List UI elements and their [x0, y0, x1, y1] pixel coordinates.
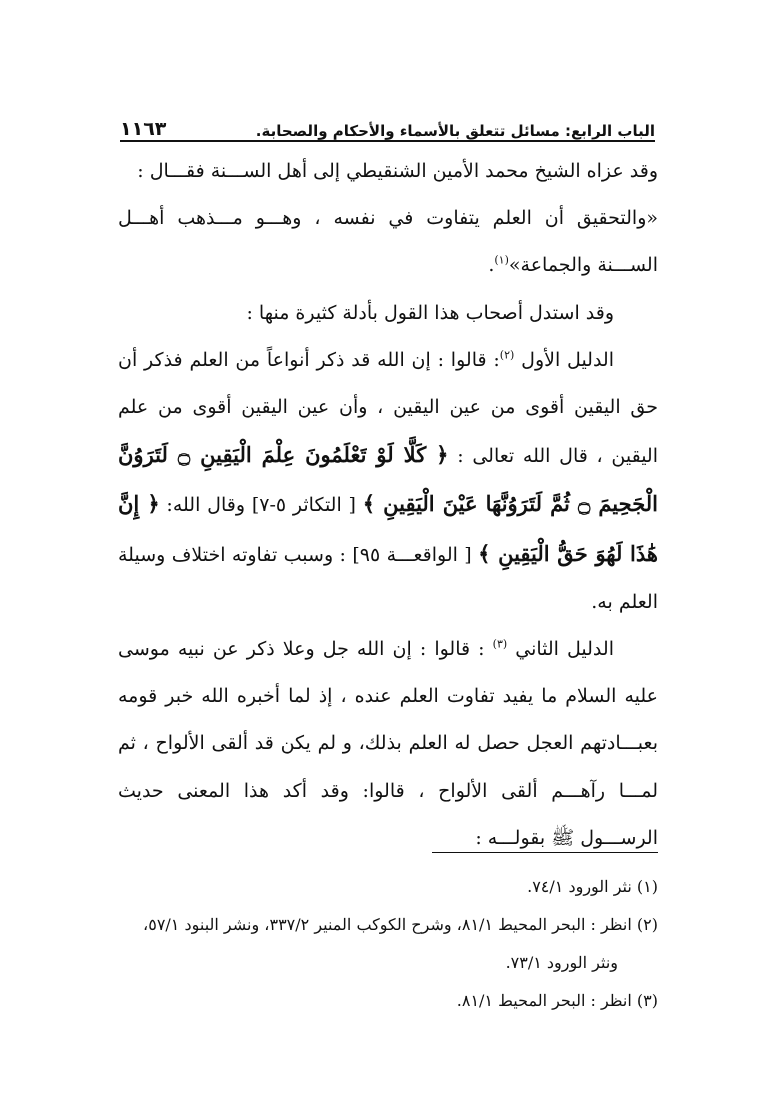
- main-text: [118, 148, 658, 862]
- paragraph-first-evidence: الدليل الأول $^{(٢)}$: قالوا : إن الله قد ذكر أنواعاً من العلم فذكر أن حق اليقين أقوى من عين اليقين ، وأن عين اليقين أقوى من علم اليقين ، قال الله تعالى : ﴿ كَلَّا لَوْ تَعْلَمُونَ عِلْمَ الْيَقِينِ ۝ لَتَرَوُنَّ الْجَحِيمَ ۝ ثُمَّ لَتَرَوُنَّهَا عَيْنَ الْيَقِينِ ﴾ [ التكاثر ٥-٧] وقال الله: ﴿ إِنَّ هَٰذَا لَهُوَ حَقُّ الْيَقِينِ ﴾ [ الواقعـــة ٩٥] : وسبب تفاوته اختلاف وسيلة العلم به.: [118, 348, 658, 613]
- paragraph-attribution: وقد عزاه الشيخ محمد الأمين الشنقيطي إلى أهل الســـنة فقـــال :: [137, 160, 658, 182]
- footnote-marker-1[interactable]: (١): [494, 254, 509, 268]
- header-divider: [120, 140, 655, 142]
- page-number: ١١٦٣: [120, 118, 167, 140]
- paragraph-evidence-intro: وقد استدل أصحاب هذا القول بأدلة كثيرة منها :: [246, 301, 614, 324]
- first-evidence-heading: الدليل الأول: [521, 348, 615, 371]
- quran-verse-waqiah: ﴿ إِنَّ هَٰذَا لَهُوَ حَقُّ الْيَقِينِ ﴾: [118, 491, 658, 566]
- footnote-2: (٢) انظر : البحر المحيط ٨١/١، وشرح الكوكب المنير ٣٣٧/٢، ونشر البنود ٥٧/١،: [143, 915, 658, 934]
- footnotes: [118, 868, 658, 1020]
- chapter-title: الباب الرابع: مسائل تتعلق بالأسماء والأحكام والصحابة.: [255, 122, 655, 140]
- quran-verse-takathur: ﴿ كَلَّا لَوْ تَعْلَمُونَ عِلْمَ الْيَقِينِ ۝ لَتَرَوُنَّ الْجَحِيمَ ۝ ثُمَّ لَتَرَوُنَّهَا عَيْنَ الْيَقِينِ ﴾: [118, 442, 658, 517]
- footnote-1: (١) نثر الورود ٧٤/١.: [527, 877, 658, 896]
- quote-text: «والتحقيق أن العلم يتفاوت في نفسه ، وهـــو مـــذهب أهـــل الســـنة والجماعة»: [118, 207, 658, 277]
- footnote-3: (٣) انظر : البحر المحيط ٨١/١.: [456, 991, 658, 1010]
- paragraph-second-evidence: الدليل الثاني $^{(٣)}$ : قالوا : إن الله جل وعلا ذكر عن نبيه موسى عليه السلام ما يفيد تفاوت العلم عنده ، إذ لما أخبره الله خبر قومه بعبـــادتهم العجل حصل له العلم بذلك، و لم يكن قد ألقى الألواح ، ثم لمـــا رآهـــم ألقى الألواح ، قالوا: وقد أكد هذا المعنى حديث الرســـول ﷺ بقولـــه :: [118, 637, 658, 849]
- footnote-2-continued: ونثر الورود ٧٣/١.: [505, 953, 618, 972]
- footnote-marker-3[interactable]: (٣): [492, 637, 508, 651]
- paragraph-quote: «والتحقيق أن العلم يتفاوت في نفسه ، وهـــو مـــذهب أهـــل الســـنة والجماعة»$^{(١)}$.: [118, 207, 658, 277]
- footnote-marker-2[interactable]: (٢): [499, 348, 515, 362]
- verse-reference-takathur: [ التكاثر ٥-٧]: [251, 494, 356, 517]
- running-header: [120, 112, 655, 140]
- second-evidence-heading: الدليل الثاني: [515, 638, 614, 661]
- verse-reference-waqiah: [ الواقعـــة ٩٥]: [352, 543, 472, 566]
- footnote-divider: [432, 852, 658, 853]
